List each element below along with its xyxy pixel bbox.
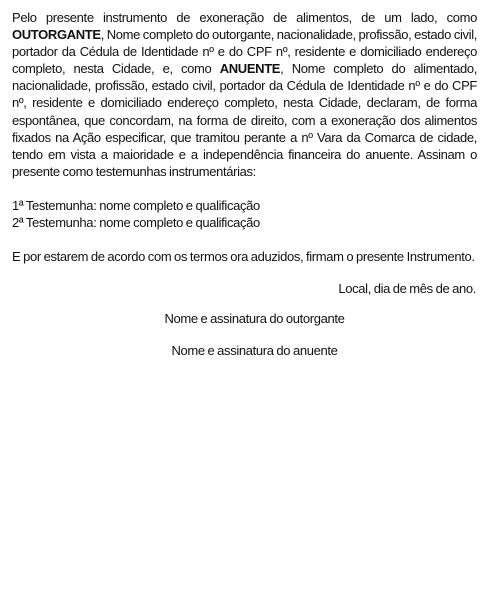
grantor-signature-line: Nome e assinatura do outorgante xyxy=(164,311,345,327)
grantee-label: ANUENTE xyxy=(219,61,281,77)
grantor-label: OUTORGANTE xyxy=(12,27,101,43)
document-body xyxy=(12,9,477,359)
witness-list xyxy=(12,197,477,231)
intro-text-3: , Nome completo do alimentado, nacionalidade, profissão, estado civil, portador da Cédula de Identidade nº e do CPF nº, residente e domiciliado endereço completo, nesta Cidade, declaram, de forma espontânea, que concordam, na forma de direito, com a exoneração dos alimentos fixados na Ação especificar, que tramitou perante a nº Vara da Comarca de cidade, tendo em vista a maioridade e a independência financeira do anuente. Assinam o presente como testemunhas instrumentárias: xyxy=(12,61,477,179)
place-date-line: Local, dia de mês de ano. xyxy=(338,281,476,297)
intro-text-2: , Nome completo do outorgante, nacionalidade, profissão, estado civil, portador da Cédula de Identidade nº e do CPF nº, residente e domiciliado endereço completo, nesta Cidade, e, como xyxy=(12,27,477,77)
grantee-signature-line: Nome e assinatura do anuente xyxy=(171,343,338,359)
closing-statement: E por estarem de acordo com os termos ora aduzidos, firmam o presente Instrumento. xyxy=(12,249,475,265)
witness-1: 1ª Testemunha: nome completo e qualificação xyxy=(12,197,260,213)
intro-text-1: Pelo presente instrumento de exoneração de alimentos, de um lado, como xyxy=(12,10,477,25)
intro-paragraph xyxy=(12,9,477,180)
witness-2: 2ª Testemunha: nome completo e qualificação xyxy=(12,215,260,231)
